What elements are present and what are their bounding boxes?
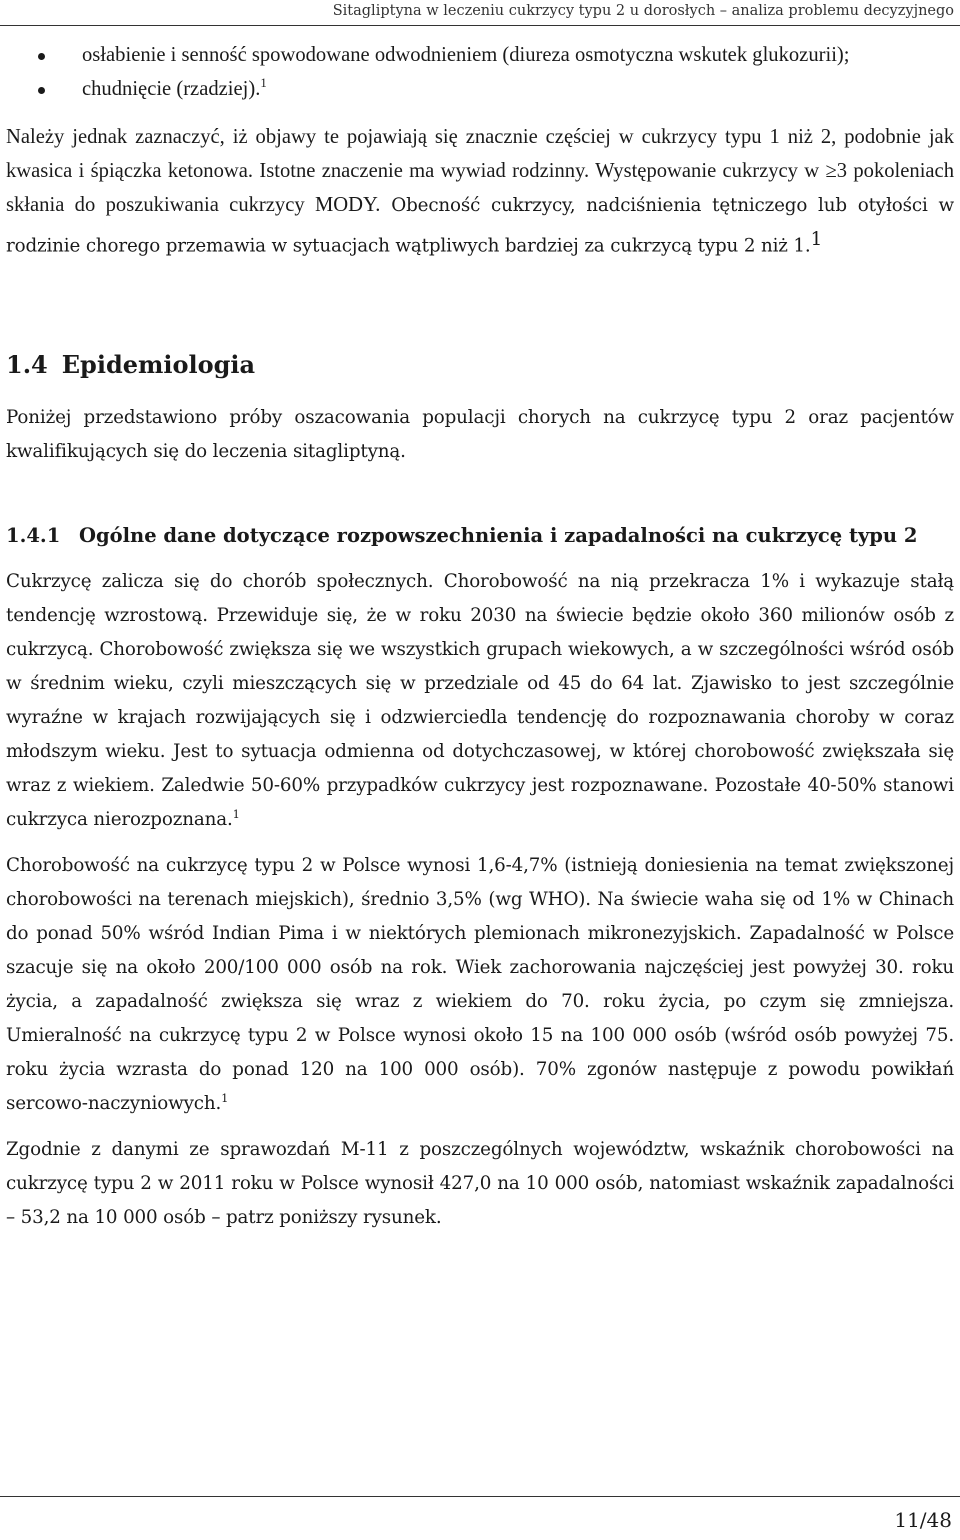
running-header-title: Sitagliptyna w leczeniu cukrzycy typu 2 u dorosłych – analiza problemu decyzyjnego <box>332 3 954 19</box>
footnote-ref: 1 <box>221 1091 229 1106</box>
paragraph-poland-stats: Chorobowość na cukrzycę typu 2 w Polsce wynosi 1,6-4,7% (istnieją doniesienia na temat zwiększonej chorobowości na terenach miejskich), średnio 3,5% (wg WHO). Na świecie waha się od 1% w Chinach do ponad 50% wśród Indian Pima i w niektórych plemionach mikronezyjskich. Zapadalność w Polsce szacuje się na około 200/100 000 osób na rok. Wiek zachorowania najczęściej jest powyżej 30. roku życia, a zapadalność zwiększa się wraz z wiekiem do 70. roku życia, po czym się zmniejsza. Umieralność na cukrzycę typu 2 w Polsce wynosi około 15 na 100 000 osób (wśród osób powyżej 75. roku życia wzrasta do ponad 120 na 100 000 osób). 70% zgonów następuje z powodu powikłań sercowo-naczyniowych.$^1$ <box>6 855 954 1115</box>
symptom-list <box>6 38 954 106</box>
footer-rule <box>0 1496 960 1497</box>
subsection-heading <box>6 519 954 553</box>
footnote-ref: 1 <box>260 76 267 91</box>
footnote-ref: 1 <box>232 807 240 822</box>
section-title: Epidemiologia <box>61 350 256 380</box>
section-number: 1.4 <box>6 350 48 380</box>
intro-paragraph <box>6 120 954 263</box>
running-header <box>0 0 960 26</box>
subsection-title: Ogólne dane dotyczące rozpowszechnienia i zapadalności na cukrzycę typu 2 <box>79 524 918 548</box>
section-intro: Poniżej przedstawiono próby oszacowania populacji chorych na cukrzycę typu 2 oraz pacjentów kwalifikujących się do leczenia sitagliptyną. <box>6 407 954 463</box>
list-item: chudnięcie (rzadziej).$^1$ <box>6 72 954 106</box>
paragraph-m11-data: Zgodnie z danymi ze sprawozdań M-11 z poszczególnych województw, wskaźnik chorobowości na cukrzycę typu 2 w 2011 roku w Polsce wynosił 427,0 na 10 000 osób, natomiast wskaźnik zapadalności – 53,2 na 10 000 osób – patrz poniższy rysunek. <box>6 1139 954 1229</box>
document-body <box>6 38 954 1235</box>
intro-paragraph-serif: Należy jednak zaznaczyć, iż objawy te pojawiają się znacznie częściej w cukrzycy typu 1 niż 2, podobnie jak kwasica i śpiączka ketonowa. Istotne znaczenie ma wywiad rodzinny. Występowanie cukrzycy w ≥3 pokoleniach skłania do poszukiwania cukrzycy MODY. <box>6 126 954 216</box>
subsection-number: 1.4.1 <box>6 524 61 548</box>
intro-paragraph-rest: Obecność cukrzycy, nadciśnienia tętniczego lub otyłości w rodzinie chorego przemawia w sytuacjach wątpliwych bardziej za cukrzycą typu 2 niż 1. <box>6 195 954 257</box>
section-heading <box>6 349 954 381</box>
paragraph-prevalence: Cukrzycę zalicza się do chorób społecznych. Chorobowość na nią przekracza 1% i wykazuje stałą tendencję wzrostową. Przewiduje się, że w roku 2030 na świecie będzie około 360 milionów osób z cukrzycą. Chorobowość zwiększa się we wszystkich grupach wiekowych, a w szczególności wśród osób w średnim wieku, czyli mieszczących się w przedziale od 45 do 64 lat. Zjawisko to jest szczególnie wyraźne w krajach rozwijających się i odzwierciedla tendencję do rozpoznawania choroby w coraz młodszym wieku. Jest to sytuacja odmienna od dotychczasowej, w której chorobowość zwiększała się wraz z wiekiem. Zaledwie 50-60% przypadków cukrzycy jest rozpoznawane. Pozostałe 40-50% stanowi cukrzyca nierozpoznana.$^1$ <box>6 571 954 831</box>
list-item: osłabienie i senność spowodowane odwodnieniem (diureza osmotyczna wskutek glukozurii); <box>6 38 954 72</box>
page-number: 11/48 <box>894 1508 952 1532</box>
footnote-ref: 1 <box>810 229 823 250</box>
